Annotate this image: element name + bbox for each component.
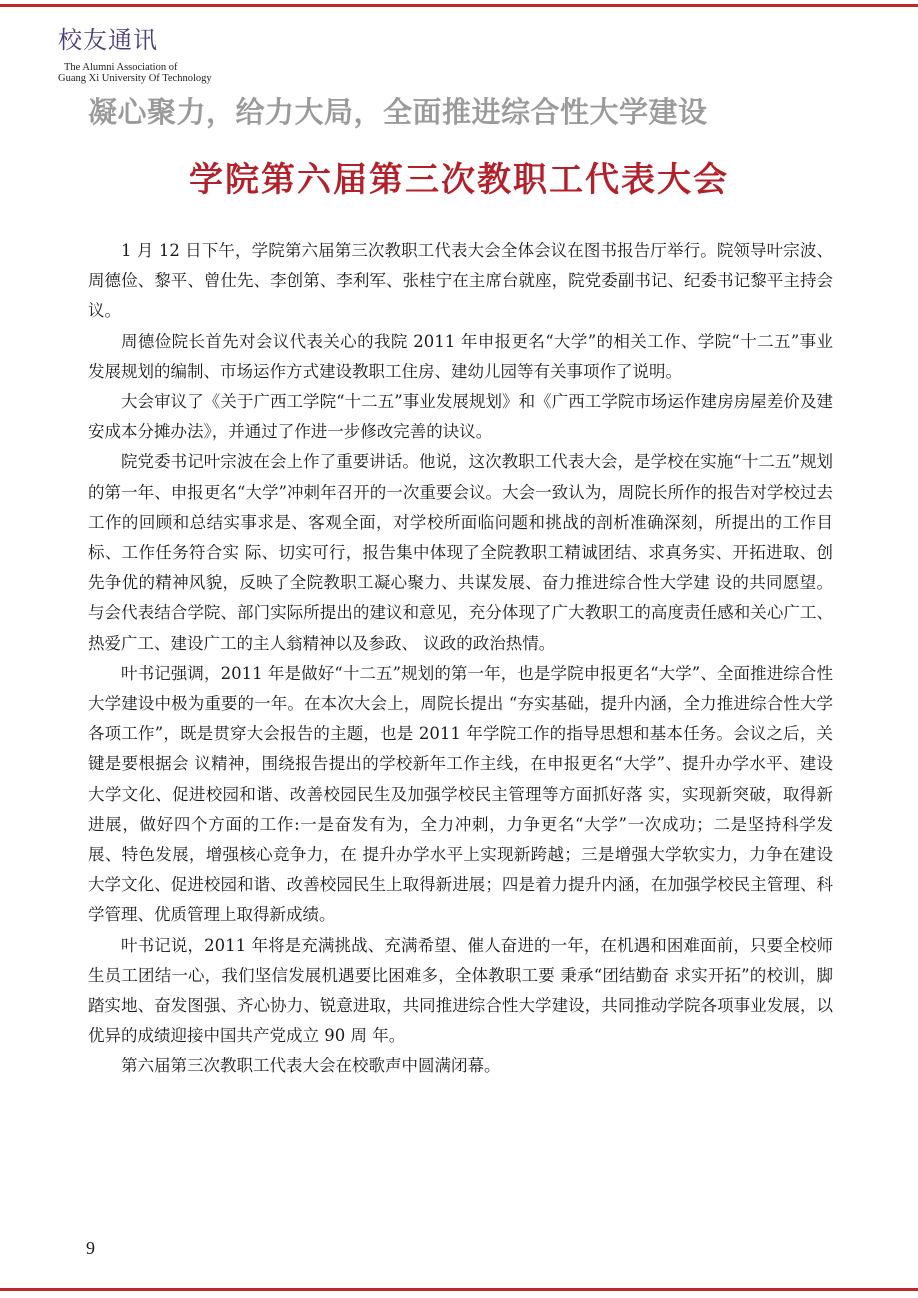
paragraph: 叶书记说，2011 年将是充满挑战、充满希望、催人奋进的一年，在机遇和困难面前，只要全校师生员工团结一心，我们坚信发展机遇要比困难多，全体教职工要 秉承“团结勤奋 求实开拓”的校训，脚踏实地、奋发图强、齐心协力、锐意进取，共同推进综合性大学建设，共同推动学院各项事业发展，以优异的成绩迎接中国共产党成立 90 周 年。 bbox=[88, 935, 833, 1046]
page-number: 9 bbox=[86, 1238, 95, 1258]
slogan: 凝心聚力，给力大局，全面推进综合性大学建设 bbox=[88, 95, 708, 129]
paragraph: 院党委书记叶宗波在会上作了重要讲话。他说，这次教职工代表大会，是学校在实施“十二五”规划的第一年、申报更名“大学”冲刺年召开的一次重要会议。大会一致认为，周院长所作的报告对学校过去工作的回顾和总结实事求是、客观全面，对学校所面临问题和挑战的剖析准确深刻，所提出的工作目标、工作任务符合实 际、切实可行，报告集中体现了全院教职工精诚团结、求真务实、开拓进取、创先争优的精神风貌，反映了全院教职工凝心聚力、共谋发展、奋力推进综合性大学建 设的共同愿望。与会代表结合学院、部门实际所提出的建议和意见，充分体现了广大教职工的高度责任感和关心广工、热爱广工、建设广工的主人翁精神以及参政、 议政的政治热情。 bbox=[88, 452, 833, 653]
masthead-title: 校友通讯 bbox=[58, 26, 158, 54]
top-rule bbox=[0, 4, 918, 7]
paragraph: 1 月 12 日下午，学院第六届第三次教职工代表大会全体会议在图书报告厅举行。院领导叶宗波、周德俭、黎平、曾仕先、李创第、李利军、张桂宁在主席台就座，院党委副书记、纪委书记黎平主持会议。 bbox=[88, 241, 833, 321]
paragraph: 叶书记强调，2011 年是做好“十二五”规划的第一年，也是学院申报更名“大学”、全面推进综合性大学建设中极为重要的一年。在本次大会上，周院长提出 “夯实基础，提升内涵，全力推进综合性大学各项工作”，既是贯穿大会报告的主题，也是 2011 年学院工作的指导思想和基本任务。会议之后，关键是要根据会 议精神，围绕报告提出的学校新年工作主线，在申报更名“大学”、提升办学水平、建设大学文化、促进校园和谐、改善校园民生及加强学校民主管理等方面抓好落 实，实现新突破，取得新进展，做好四个方面的工作:一是奋发有为，全力冲刺，力争更名“大学”一次成功；二是坚持科学发展、特色发展，增强核心竞争力，在 提升办学水平上实现新跨越；三是增强大学软实力，力争在建设大学文化、促进校园和谐、改善校园民生上取得新进展；四是着力提升内涵，在加强学校民主管理、科学管理、优质管理上取得新成绩。 bbox=[88, 663, 833, 925]
article-body bbox=[88, 236, 833, 1082]
bottom-rule bbox=[0, 1288, 918, 1291]
masthead-subtitle-line2: Guang Xi University Of Technology bbox=[58, 73, 212, 84]
masthead-subtitle bbox=[58, 62, 212, 84]
masthead-subtitle-line1: The Alumni Association of bbox=[64, 62, 178, 73]
paragraph: 第六届第三次教职工代表大会在校歌声中圆满闭幕。 bbox=[121, 1056, 501, 1076]
paragraph: 周德俭院长首先对会议代表关心的我院 2011 年申报更名“大学”的相关工作、学院“十二五”事业发展规划的编制、市场运作方式建设教职工住房、建幼儿园等有关事项作了说明。 bbox=[88, 331, 833, 381]
article-headline: 学院第六届第三次教职工代表大会 bbox=[189, 160, 729, 200]
paragraph: 大会审议了《关于广西工学院“十二五”事业发展规划》和《广西工学院市场运作建房房屋差价及建安成本分摊办法》，并通过了作进一步修改完善的诀议。 bbox=[88, 392, 833, 442]
